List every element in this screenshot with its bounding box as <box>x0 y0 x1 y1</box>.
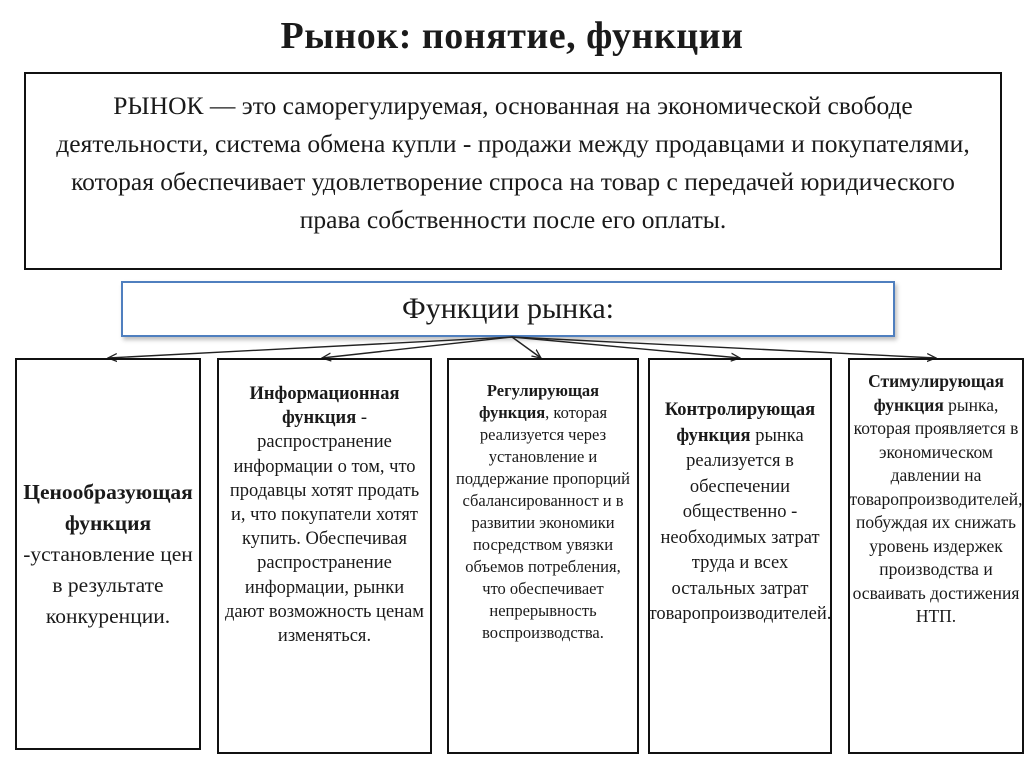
function-name: Информационная функция <box>249 384 400 429</box>
function-desc: рынка реализуется в обеспечении общественно - необходимых затрат труда и всех остальных затрат товаропроизводителей. <box>648 425 832 624</box>
function-text <box>850 370 1023 629</box>
page-title: Рынок: понятие, функции <box>280 15 744 57</box>
arrow-to-function-4 <box>512 337 740 358</box>
arrow-to-function-3 <box>512 337 541 358</box>
function-card-information <box>217 358 432 754</box>
function-text <box>225 382 424 648</box>
arrow-to-function-2 <box>322 337 512 358</box>
function-desc: -установление цен в результате конкуренции. <box>23 541 193 628</box>
functions-header: Функции рынка: <box>121 281 895 337</box>
function-desc: рынка, которая проявляется в экономическом давлении на товаропроизводителей, побуждая их снижать уровень издержек производства и осваивать достижения НТП. <box>849 394 1023 626</box>
definition-term: РЫНОК <box>113 91 204 120</box>
function-text <box>453 380 633 644</box>
function-desc: , которая реализуется через установление и поддержание пропорций сбалансированност и в развитии экономики посредством увязки объемов потребления, что обеспечивает непрерывность воспроизводства. <box>456 403 630 642</box>
arrow-to-function-1 <box>108 337 512 358</box>
function-name: Стимулирующая функция <box>868 371 1004 415</box>
function-card-stimulating <box>848 358 1024 754</box>
function-card-controlling <box>648 358 832 754</box>
definition-body: — это саморегулируемая, основанная на экономической свободе деятельности, система обмена купли - продажи между продавцами и покупателями, которая обеспечивает удовлетворение спроса на товар с передачей юридического права собственности после его оплаты. <box>56 91 970 234</box>
function-text <box>21 477 195 632</box>
function-name: Регулирующая функция <box>478 381 600 422</box>
function-name: Ценообразующая функция <box>23 479 193 535</box>
function-card-regulating <box>447 358 639 754</box>
function-card-pricing <box>15 358 201 750</box>
function-name: Контролирующая функция <box>664 400 816 446</box>
function-text <box>649 398 832 628</box>
arrow-to-function-5 <box>512 337 936 358</box>
function-desc: - распространение информации о том, что продавцы хотят продать и, что покупатели хотят купить. Обеспечивая распространение информации, рынки дают возможность ценам изменяться. <box>225 408 424 647</box>
